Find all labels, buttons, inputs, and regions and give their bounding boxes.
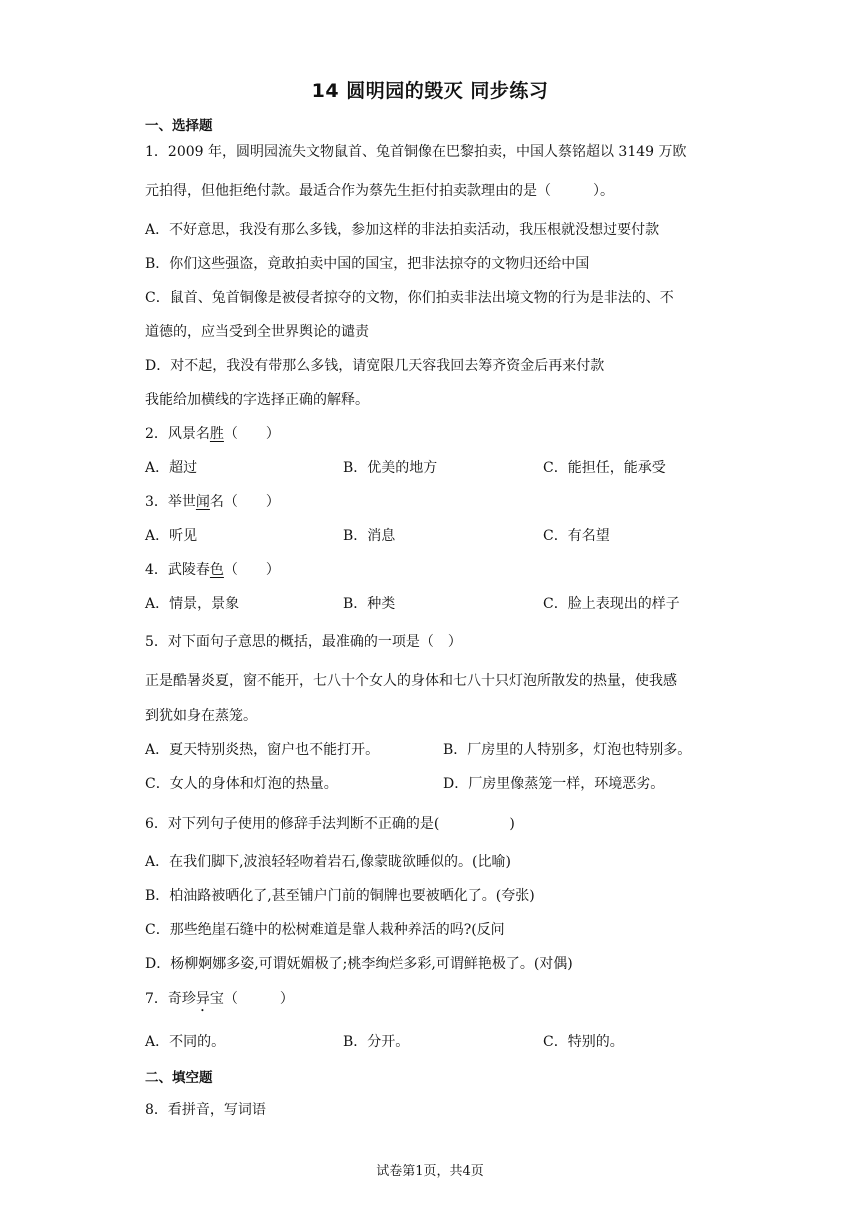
- question-2-option-b: B．优美的地方: [343, 460, 438, 476]
- question-1-option-c-line-2: 道德的，应当受到全世界舆论的谴责: [145, 324, 369, 340]
- question-8-stem: 8．看拼音，写词语: [145, 1102, 266, 1118]
- question-1-option-d: D．对不起，我没有带那么多钱，请宽限几天容我回去筹齐资金后再来付款: [145, 358, 605, 374]
- question-7-prefix: 7．奇珍: [145, 991, 196, 1007]
- question-7-stem: [145, 988, 294, 1015]
- question-5-passage-line-1: 正是酷暑炎夏，窗不能开，七八十个女人的身体和七八十只灯泡所散发的热量，使我感: [145, 673, 677, 689]
- question-2-underlined-char: 胜: [209, 426, 224, 442]
- question-5-option-b: B．厂房里的人特别多，灯泡也特别多。: [443, 742, 692, 758]
- question-6-stem: 6．对下列句子使用的修辞手法判断不正确的是( ): [145, 816, 515, 832]
- question-7-dotted-char: 异: [195, 991, 210, 1007]
- question-5-stem: 5．对下面句子意思的概括，最准确的一项是（ ）: [145, 634, 462, 650]
- section-heading-fill-in: 二、填空题: [145, 1070, 213, 1086]
- question-4-prefix: 4．武陵春: [145, 562, 210, 578]
- question-7-option-c: C．特别的。: [543, 1034, 624, 1050]
- question-2-suffix: （ ）: [223, 426, 280, 442]
- question-4-option-b: B．种类: [343, 596, 396, 612]
- question-3-prefix: 3．举世: [145, 494, 196, 510]
- question-4-suffix: （ ）: [223, 562, 280, 578]
- question-1-option-b: B．你们这些强盗，竟敢拍卖中国的国宝，把非法掠夺的文物归还给中国: [145, 256, 590, 272]
- question-3-underlined-char: 闻: [195, 494, 210, 510]
- question-5-option-c: C．女人的身体和灯泡的热量。: [145, 776, 338, 792]
- question-3-option-b: B．消息: [343, 528, 396, 544]
- instruction-text: 我能给加横线的字选择正确的解释。: [145, 392, 369, 408]
- page-footer: 试卷第1页，共4页: [376, 1164, 484, 1179]
- question-4-stem: [145, 559, 280, 579]
- question-5-passage-line-2: 到犹如身在蒸笼。: [145, 708, 257, 724]
- section-heading-multiple-choice: 一、选择题: [145, 118, 213, 134]
- question-5-option-a: A．夏天特别炎热，窗户也不能打开。: [145, 742, 380, 758]
- question-7-option-b: B．分开。: [343, 1034, 410, 1050]
- question-2-stem: [145, 423, 280, 443]
- question-4-option-c: C．脸上表现出的样子: [543, 596, 680, 612]
- question-6-option-d: D．杨柳婀娜多姿,可谓妩媚极了;桃李绚烂多彩,可谓鲜艳极了。(对偶): [145, 956, 573, 972]
- question-3-suffix: 名（ ）: [209, 494, 280, 510]
- question-2-option-c: C．能担任，能承受: [543, 460, 666, 476]
- question-5-option-d: D．厂房里像蒸笼一样，环境恶劣。: [443, 776, 665, 792]
- question-4-option-a: A．情景，景象: [145, 596, 240, 612]
- question-6-option-b: B．柏油路被晒化了,甚至铺户门前的铜牌也要被晒化了。(夸张): [145, 888, 535, 904]
- question-2-option-a: A．超过: [145, 460, 198, 476]
- question-7-suffix: 宝（ ）: [209, 991, 294, 1007]
- question-3-option-a: A．听见: [145, 528, 198, 544]
- question-1-option-c-line-1: C．鼠首、兔首铜像是被侵者掠夺的文物，你们拍卖非法出境文物的行为是非法的、不: [145, 290, 674, 306]
- question-3-stem: [145, 491, 280, 511]
- question-6-option-c: C．那些绝崖石缝中的松树难道是靠人栽种养活的吗?(反问: [145, 922, 505, 938]
- question-1-stem-line-1: 1．2009 年，圆明园流失文物鼠首、兔首铜像在巴黎拍卖，中国人蔡铭超以 3149 万欧: [145, 144, 687, 160]
- question-3-option-c: C．有名望: [543, 528, 610, 544]
- page-title: 14 圆明园的毁灭 同步练习: [311, 80, 549, 102]
- question-2-prefix: 2．风景名: [145, 426, 210, 442]
- question-4-underlined-char: 色: [209, 562, 224, 578]
- question-1-option-a: A．不好意思，我没有那么多钱，参加这样的非法拍卖活动，我压根就没想过要付款: [145, 222, 660, 238]
- question-1-stem-line-2: 元拍得，但他拒绝付款。最适合作为蔡先生拒付拍卖款理由的是（ ）。: [145, 183, 614, 199]
- question-6-option-a: A．在我们脚下,波浪轻轻吻着岩石,像蒙眬欲睡似的。(比喻): [145, 854, 511, 870]
- question-7-option-a: A．不同的。: [145, 1034, 226, 1050]
